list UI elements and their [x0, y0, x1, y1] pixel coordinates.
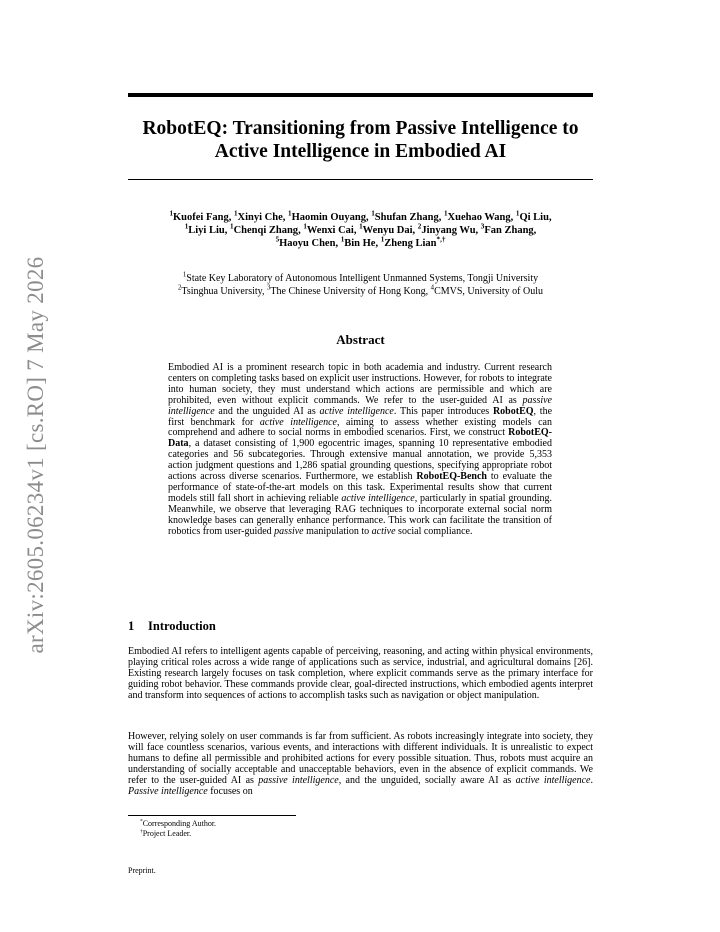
section-heading — [128, 619, 593, 634]
arxiv-identifier: arXiv:2605.06234v1 [cs.RO] 7 May 2026 — [23, 256, 48, 654]
affiliation: $^2$Tsinghua University — [178, 284, 262, 297]
author-line: $^1$Kuofei Fang, $^1$Xinyi Che, $^1$Haomin Ouyang, $^1$Shufan Zhang, $^1$Xuehao Wang, $^1$Qi Liu, — [169, 209, 552, 223]
footnote-project-leader: †Project Leader. — [140, 828, 192, 838]
author-name: $^1$Wenyu Dai — [359, 222, 413, 236]
author-name: $^1$Wenxi Cai — [303, 222, 354, 236]
abstract-heading: Abstract — [336, 332, 385, 347]
author-name: $^1$Shufan Zhang — [371, 209, 439, 223]
affiliation-list: $^1$State Key Laboratory of Autonomous Intelligent Unmanned Systems, Tongji University $^2$Tsinghua University, $^3$The Chinese University of Hong Kong, $^4$CMVS, University of Oulu — [178, 271, 543, 297]
author-name: $^1$Xinyi Che — [233, 209, 283, 223]
affiliation: $^3$The Chinese University of Hong Kong — [267, 284, 426, 297]
intro-paragraph: However, relying solely on user commands is far from sufficient. As robots increasingly integrate into society, they will face countless scenarios, various events, and interactions with different individuals. It is unrealistic to expect humans to define all permissible and prohibited actions for every possible situation. Thus, robots must acquire an understanding of socially acceptable and unacceptable behaviors, even in the absence of explicit commands. We refer to the user-guided AI as passive intelligence, and the unguided, socially aware AI as active intelligence. Passive intelligence focuses on — [128, 731, 593, 797]
author-name: $^3$Fan Zhang — [480, 222, 534, 236]
author-line: $^1$Liyi Liu, $^1$Chenqi Zhang, $^1$Wenxi Cai, $^1$Wenyu Dai, $^2$Jinyang Wu, $^3$Fan Zhang, — [184, 222, 537, 236]
affiliation: $^4$CMVS, University of Oulu — [430, 284, 543, 297]
author-name: $^1$Xuehao Wang — [443, 209, 511, 223]
abstract-text: Embodied AI is a prominent research topic in both academia and industry. Current research centers on completing tasks based on explicit user instructions. However, for robots to integrate into human society, they must understand which actions are permissible and which are prohibited, even without explicit commands. We refer to the user-guided AI as passive intelligence and the unguided AI as active intelligence. This paper introduces RobotEQ, the first benchmark for active intelligence, aiming to assess whether existing models can comprehend and adhere to social norms in embodied scenarios. First, we construct RobotEQ-Data, a dataset consisting of 1,900 egocentric images, spanning 10 representative embodied categories and 56 subcategories. Through extensive manual annotation, we provide 5,353 action judgment questions and 1,286 spatial grounding questions, specifying appropriate robot actions across diverse scenarios. Furthermore, we establish RobotEQ-Bench to evaluate the performance of state-of-the-art models on this task. Experimental results show that current models still fall short in achieving reliable active intelligence, particularly in spatial grounding. Meanwhile, we observe that leveraging RAG techniques to incorporate external social norm knowledge bases can generally enhance performance. This work can facilitate the transition of robotics from user-guided passive manipulation to active social compliance. — [168, 362, 553, 537]
preprint-label: Preprint. — [128, 866, 156, 875]
author-name: $^1$Chenqi Zhang — [230, 222, 299, 236]
paper-title: RobotEQ: Transitioning from Passive Intelligence to Active Intelligence in Embodied AI — [142, 118, 579, 162]
author-name: $^5$Haoyu Chen — [275, 235, 336, 249]
footnote-rule — [128, 815, 296, 816]
author-name: $^2$Jinyang Wu — [417, 222, 476, 236]
intro-paragraph: Embodied AI refers to intelligent agents capable of perceiving, reasoning, and acting within physical environments, playing critical roles across a wide range of applications such as service, industrial, and agricultural domains [26]. Existing research largely focuses on task completion, where explicit commands serve as the primary interface for guiding robot behavior. These commands provide clear, goal-directed instructions, which embodied agents interpret and transform into sequences of actions to accomplish tasks such as navigation or object manipulation. — [128, 646, 593, 701]
footnote-corresponding: *Corresponding Author. — [140, 818, 217, 828]
title-bottom-rule — [128, 179, 593, 180]
author-name: $^1$Haomin Ouyang — [288, 209, 366, 223]
section-title: Introduction — [148, 619, 216, 633]
author-name: $^1$Zheng Lian*,† — [380, 235, 446, 249]
affiliation: $^1$State Key Laboratory of Autonomous Intelligent Unmanned Systems, Tongji University — [182, 271, 539, 284]
author-list — [128, 211, 593, 250]
title-top-rule — [128, 93, 593, 97]
author-name: $^1$Liyi Liu — [184, 222, 225, 236]
author-name: $^1$Kuofei Fang — [169, 209, 229, 223]
section-number: 1 — [128, 619, 135, 633]
author-line: $^5$Haoyu Chen, $^1$Bin He, $^1$Zheng Lian*,† — [275, 235, 446, 249]
author-name: $^1$Qi Liu — [515, 209, 549, 223]
author-name: $^1$Bin He — [340, 235, 376, 249]
